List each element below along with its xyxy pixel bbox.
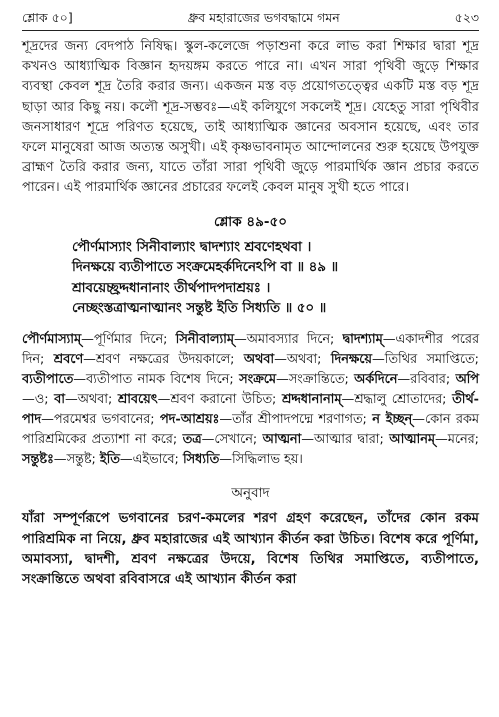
synonym-word: শ্রবণে (53, 351, 84, 367)
header-chapter-title: ধ্রুব মহারাজের ভগবদ্ধামে গমন (187, 10, 340, 25)
synonym-word: দ্বাদশ্যাম্ (342, 331, 383, 347)
synonym-entry: অথবা—অথবা; (243, 351, 322, 367)
synonym-word: আত্মনা (262, 432, 302, 448)
synonym-entry: শ্রাবয়েৎ—শ্রবণ করানো উচিত; (117, 391, 277, 407)
verse-label: শ্লোক ৪৯-৫০ (213, 213, 287, 230)
synonym-meaning: তিথির সমাপ্তিতে; (384, 351, 479, 367)
synonym-meaning: সন্তুষ্ট; (66, 452, 96, 468)
synonym-entry: শ্রদ্দধানানাম্—শ্রদ্ধালু শ্রোতাদের; (281, 391, 447, 407)
synonym-meaning: সেখানে; (214, 432, 258, 448)
synonym-word: শ্রাবয়েৎ (117, 391, 158, 407)
synonym-word: শ্রদ্দধানানাম্ (281, 391, 342, 407)
verse-line: দিনক্ষয়ে ব্যতীপাতে সংক্রমেহর্কদিনেঽপি বা ॥ ৪৯ ॥ (72, 260, 339, 276)
synonym-entry: আত্মনা—আত্মার দ্বারা; (262, 432, 384, 448)
synonym-entry: অর্কদিনে—রবিবার; (354, 371, 451, 387)
synonym-meaning: আত্মার দ্বারা; (314, 432, 384, 448)
synonym-meaning: কোন রকম পারিশ্রমিকের প্রত্যাশা না করে; (22, 412, 479, 448)
synonym-entry: সিনীবাল্যাম্—অমাবস্যার দিনে; (175, 331, 335, 347)
synonym-word: সিনীবাল্যাম্ (175, 331, 234, 347)
synonym-meaning: সিদ্ধিলাভ হয়। (232, 452, 303, 468)
synonym-word: ব্যতীপাতে (22, 371, 74, 387)
synonym-entry: সংক্রমে—সংক্রান্তিতে; (239, 371, 349, 387)
synonym-word: সংক্রমে (239, 371, 277, 387)
synonym-meaning: অমাবস্যার দিনে; (246, 331, 335, 347)
synonym-entry: শ্রবণে—শ্রবণ নক্ষত্রের উদয়কালে; (53, 351, 235, 367)
synonym-meaning: একাদশীর পরের দিন; (22, 331, 479, 367)
synonym-word: সিধ্যতি (182, 452, 220, 468)
synonym-entry: পৌর্ণমাস্যাম্—পূর্ণিমার দিনে; (22, 331, 168, 347)
word-meanings (22, 330, 479, 471)
synonym-meaning: অথবা; (286, 351, 322, 367)
synonym-meaning: অথবা; (77, 391, 113, 407)
verse-line: পৌর্ণমাস্যাং সিনীবাল্যাং দ্বাদশ্যাং শ্রবণেহথবা । (72, 239, 312, 255)
synonym-entry: ন ইচ্ছন্—কোন রকম পারিশ্রমিকের প্রত্যাশা না করে; (22, 412, 479, 448)
synonym-meaning: ও; (34, 391, 49, 407)
verse-block (22, 238, 479, 320)
synonym-word: বা (54, 391, 65, 407)
synonym-meaning: সংক্রান্তিতে; (288, 371, 349, 387)
synonym-meaning: এইভাবে; (132, 452, 179, 468)
synonym-entry: ইতি—এইভাবে; (99, 452, 179, 468)
page-number: ৫২৩ (454, 10, 479, 25)
synonym-word: পৌর্ণমাস্যাম্ (22, 331, 82, 347)
synonym-word: ন ইচ্ছন্ (372, 412, 413, 427)
synonym-meaning: শ্রদ্ধালু শ্রোতাদের; (354, 391, 447, 407)
synonym-word: অথবা (243, 351, 275, 367)
verse-line: নেচ্ছংস্তত্রাত্মনাত্মানং সন্তুষ্ট ইতি সিধ্যতি ॥ ৫০ ॥ (72, 301, 327, 317)
synonym-word: অর্কদিনে (354, 371, 398, 387)
synonym-entry: অপি—ও; (22, 371, 479, 407)
synonym-entry: আত্মানম্—মনের; (389, 432, 479, 448)
synonym-entry: তত্র—সেখানে; (182, 432, 258, 448)
synonym-entry: পদ-আশ্রয়ঃ—তাঁর শ্রীপাদপদ্মে শরণাগত; (160, 412, 367, 427)
synonym-meaning: শ্রবণ করানো উচিত; (170, 391, 277, 407)
synonym-entry: সন্তুষ্টঃ—সন্তুষ্ট; (22, 452, 96, 468)
synonym-entry: সিধ্যতি—সিদ্ধিলাভ হয়। (182, 452, 303, 468)
synonym-meaning: শ্রবণ নক্ষত্রের উদয়কালে; (95, 351, 235, 367)
synonym-meaning: ব্যতীপাত নামক বিশেষ দিনে; (86, 371, 234, 387)
verse-line: শ্রাবয়েচ্ছ্রদ্দধানানাং তীর্থপাদপদাশ্রয়ঃ । (72, 280, 271, 296)
synonym-entry: দ্বাদশ্যাম্—একাদশীর পরের দিন; (22, 331, 479, 367)
synonym-word: ইতি (99, 452, 120, 468)
synonym-word: দিনক্ষয়ে (330, 351, 372, 367)
synonym-entry: দিনক্ষয়ে—তিথির সমাপ্তিতে; (330, 351, 479, 367)
synonym-word: তত্র (182, 432, 202, 448)
synonym-meaning: রবিবার; (410, 371, 451, 387)
synonym-meaning: পূর্ণিমার দিনে; (93, 331, 168, 347)
synonym-word: পদ-আশ্রয়ঃ (160, 412, 220, 427)
synonym-meaning: মনের; (447, 432, 479, 448)
translation-label: অনুবাদ (231, 485, 270, 502)
synonym-entry: বা—অথবা; (54, 391, 113, 407)
synonym-meaning: তাঁর শ্রীপাদপদ্মে শরণাগত; (232, 412, 367, 427)
purport-paragraph: শূদ্রদের জন্য বেদপাঠ নিষিদ্ধ। স্কুল-কলেজে পড়াশুনা করে লাভ করা শিক্ষার দ্বারা শূদ্র কখনও আধ্যাত্মিক বিজ্ঞান হৃদয়ঙ্গম করতে পারে না। এখন সারা পৃথিবী জুড়ে শিক্ষার ব্যবস্থা কেবল শূদ্র তৈরি করার জন্য। একজন মস্ত বড় প্রয়োগতত্ত্বের একটি মস্ত বড় শূদ্র ছাড়া আর কিছু নয়। কলৌ শূদ্র-সম্ভবঃ—এই কলিযুগে সকলেই শূদ্র। যেহেতু সারা পৃথিবীর জনসাধারণ শূদ্রে পরিণত হয়েছে, তাই আধ্যাত্মিক জ্ঞানের অবসান হয়েছে, এবং তার ফলে মানুষেরা আজ অত্যন্ত অসুখী। এই কৃষ্ণভাবনামৃত আন্দোলনের শুরু হয়েছে উপযুক্ত ব্রাহ্মণ তৈরি করার জন্য, যাতে তাঁরা সারা পৃথিবী জুড়ে পারমার্থিক জ্ঞান প্রচার করতে পারেন। এই পারমার্থিক জ্ঞানের প্রচারের ফলেই কেবল মানুষ সুখী হতে পারে। (22, 39, 479, 196)
synonym-word: আত্মানম্ (389, 432, 435, 448)
synonym-meaning: পরমেশ্বর ভগবানের; (53, 412, 155, 427)
synonym-entry: তীর্থ-পাদ—পরমেশ্বর ভগবানের; (22, 391, 479, 427)
synonym-word: অপি (455, 371, 479, 387)
translation-text: যাঁরা সম্পূর্ণরূপে ভগবানের চরণ-কমলের শরণ গ্রহণ করেছেন, তাঁদের কোন রকম পারিশ্রমিক না নিয়ে, ধ্রুব মহারাজের এই আখ্যান কীর্তন করা উচিত। বিশেষ করে পূর্ণিমা, অমাবস্যা, দ্বাদশী, শ্রবণ নক্ষত্রের উদয়ে, বিশেষ তিথির সমাপ্তিতে, ব্যতীপাতে, সংক্রান্তিতে অথবা রবিবাসরে এই আখ্যান কীর্তন করা (22, 511, 479, 588)
page-header (22, 6, 479, 30)
synonym-word: তীর্থ-পাদ (22, 391, 479, 427)
header-rule (22, 30, 479, 31)
synonym-word: সন্তুষ্টঃ (22, 452, 54, 468)
header-verse-ref: শ্লোক ৫০] (22, 10, 73, 25)
synonym-entry: ব্যতীপাতে—ব্যতীপাত নামক বিশেষ দিনে; (22, 371, 234, 387)
